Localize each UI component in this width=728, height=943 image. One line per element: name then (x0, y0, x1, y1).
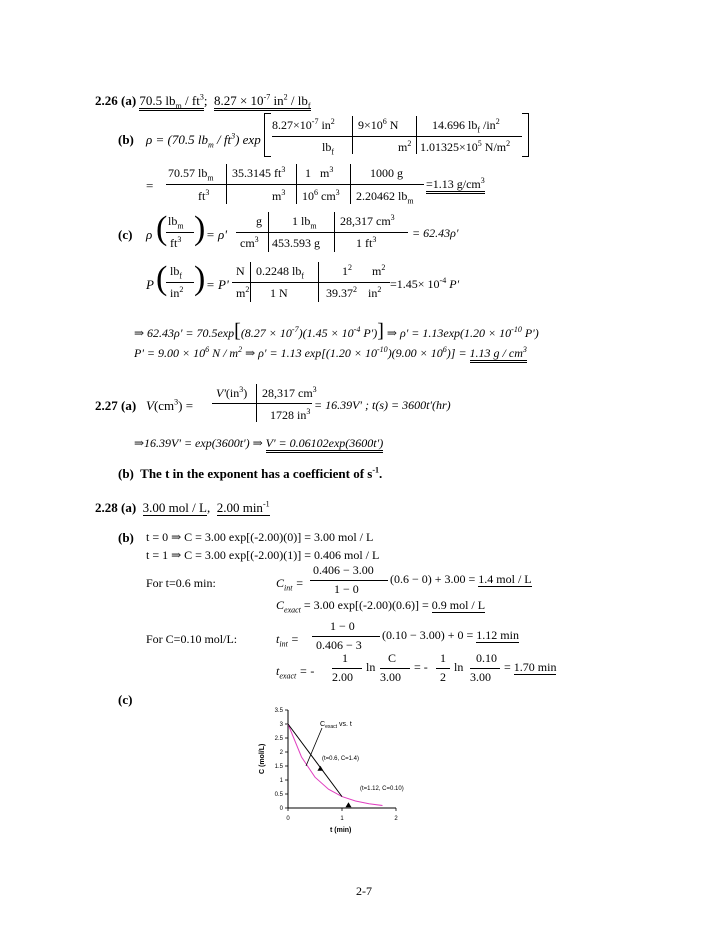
problem-number: 2.26 (95, 93, 118, 108)
density-result: =1.13 $g/cm^3$ (426, 177, 485, 192)
answer-density: 70.5 $lb_m / ft^3$ (139, 92, 204, 111)
marker-label-1: (t=0.6, C=1.4) (322, 756, 360, 762)
left-bracket (264, 113, 271, 157)
y-tick-label: 3 (279, 722, 283, 728)
y-tick-label: 2 (279, 750, 283, 756)
b-num2: $9\times 10^6$ N (358, 117, 399, 132)
y-tick-label: 3.5 (274, 708, 283, 714)
problem-2-28-a: 2.28 (a) 3.00 mol / L, 2.00 $\min^{-1}$ (95, 499, 270, 515)
rho-expression: ρ = (70.5 $lb_m / ft^3$) exp (146, 131, 261, 150)
marker-2 (345, 802, 351, 807)
b-den1: $lb_f$ (322, 140, 335, 157)
b-num3: 14.696 $lb_f$ $/in^2$ (432, 117, 500, 135)
part-label: (a) (121, 93, 137, 108)
page-number: 2-7 (356, 884, 372, 898)
annotation-pointer (306, 728, 322, 766)
part-label-b: (b) (118, 132, 134, 147)
marker-label-2: (t=1.12, C=0.10) (360, 786, 404, 792)
b-den2: $m^2$ (398, 139, 412, 154)
y-tick-label: 2.5 (274, 736, 283, 742)
final-density-line: $P' = 9.00 \times 10^6$ N / $m^2$ ⇒ ρ' = 1.13 $\exp[(1.20 \times 10^{-10})(9.00 \times 10^6)] = 1.13$ g / $cm^3$ (134, 346, 527, 361)
concentration-chart (240, 702, 440, 842)
y-tick-label: 0.5 (274, 792, 283, 798)
problem-2-26-a: 2.26 (a) 70.5 $lb_m / ft^3$; $8.27 \times 10^{-7}$ $in^2 / lb_f$ (95, 92, 311, 111)
right-bracket (522, 113, 529, 157)
x-axis-label: t (min) (330, 827, 352, 834)
problem-2-27: 2.27 (a) (95, 398, 137, 413)
y-tick-label: 1.5 (274, 764, 283, 770)
problem-2-27-b: (b) The t in the exponent has a coefficient of $s^{-1}$. (118, 465, 383, 481)
part-label-c: (c) (118, 227, 133, 242)
b-num1: $8.27\times 10^{-7}$ $in^2$ (272, 117, 335, 132)
x-tick-label: 1 (340, 816, 344, 822)
y-tick-label: 0 (279, 806, 283, 812)
exact-curve (288, 724, 383, 806)
x-tick-label: 0 (286, 816, 290, 822)
answer-coefficient: $8.27 \times 10^{-7}$ $in^2 / lb_f$ (213, 92, 311, 111)
b-den3: $1.01325\times 10^5$ $N/m^2$ (420, 139, 511, 154)
curve-annotation: $C_{exact}$ vs. t (320, 721, 352, 730)
marker-1 (317, 766, 323, 771)
y-tick-label: 1 (279, 778, 283, 784)
x-tick-label: 2 (394, 816, 398, 822)
implication-line: ⇒ $62.43\rho' = 70.5\exp[(8.27 \times 10^{-7})(1.45 \times 10^{-4}$ P')] ⇒ $\rho' = 1.13\exp(1.20 \times 10^{-10}$ P') (134, 320, 539, 342)
y-axis-label: C (mol/L) (259, 743, 266, 774)
